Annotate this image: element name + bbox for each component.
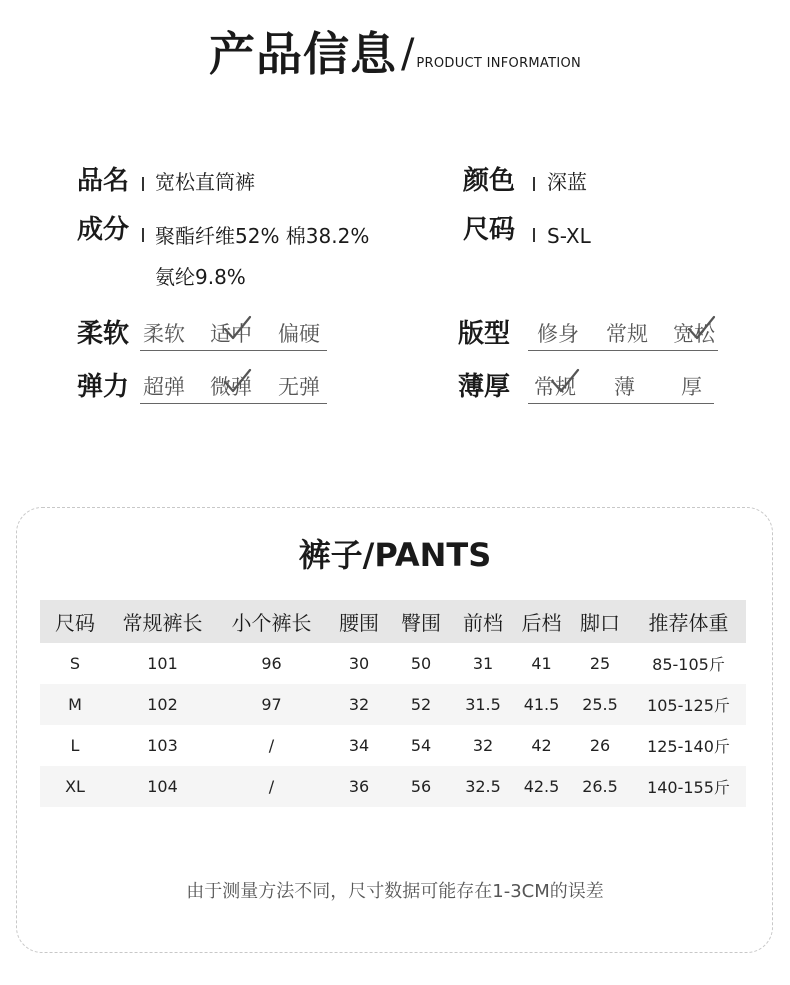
elasticity-option-super: 超弹	[143, 375, 185, 399]
table-cell: 52	[390, 684, 452, 725]
table-cell: 103	[147, 736, 178, 755]
table-cell: 36	[328, 766, 390, 807]
table-cell: XL	[40, 766, 110, 807]
composition-label: 成分	[77, 215, 130, 245]
fit-options	[528, 318, 718, 351]
column-header: 脚口	[569, 600, 631, 643]
column-header: 推荐体重	[631, 600, 746, 643]
column-header: 腰围	[328, 600, 390, 643]
table-header-row	[40, 600, 746, 643]
softness-options	[140, 318, 327, 351]
table-cell: S	[69, 654, 81, 673]
page-header	[0, 22, 790, 82]
table-cell: 54	[410, 736, 432, 755]
table-cell: M	[40, 684, 110, 725]
composition-value-line1: 聚酯纤维52% 棉38.2%	[155, 224, 370, 248]
column-header: 后档	[514, 600, 569, 643]
table-cell: 26	[589, 736, 611, 755]
column-header: 臀围	[390, 600, 452, 643]
table-cell: 32	[472, 736, 494, 755]
table-row	[40, 643, 746, 684]
size-divider	[533, 228, 535, 242]
softness-option-soft: 柔软	[143, 322, 185, 346]
name-label: 品名	[77, 166, 130, 196]
composition-value-line2: 氨纶9.8%	[155, 265, 246, 289]
color-label: 颜色	[463, 166, 516, 196]
table-cell: 140-155斤	[631, 766, 746, 807]
color-divider	[533, 177, 535, 191]
table-row	[40, 684, 746, 725]
table-cell: /	[268, 736, 275, 755]
check-icon	[686, 314, 716, 342]
table-cell: 42	[531, 736, 552, 755]
thickness-options	[528, 371, 714, 404]
elasticity-options	[140, 371, 327, 404]
measurement-note: 由于测量方法不同，尺寸数据可能存在1-3CM的误差	[186, 881, 604, 902]
elasticity-label: 弹力	[77, 372, 130, 402]
table-cell: 56	[390, 766, 452, 807]
column-header: 前档	[452, 600, 514, 643]
table-cell: 31.5	[452, 684, 514, 725]
table-cell: 104	[110, 766, 215, 807]
table-cell: 26.5	[569, 766, 631, 807]
table-cell: 125-140斤	[647, 737, 730, 756]
column-header: 尺码	[40, 600, 110, 643]
color-value: 深蓝	[547, 170, 587, 194]
table-cell: 32	[328, 684, 390, 725]
check-icon	[222, 367, 252, 395]
table-cell: 41.5	[514, 684, 569, 725]
table-cell: 96	[261, 654, 282, 673]
fit-option-loose: 宽松	[673, 322, 715, 346]
table-cell: 101	[147, 654, 178, 673]
table-cell: 105-125斤	[631, 684, 746, 725]
title-separator: /	[400, 31, 415, 77]
name-value: 宽松直筒裤	[155, 170, 255, 194]
softness-option-medium: 适中	[210, 322, 252, 346]
table-cell: 97	[215, 684, 328, 725]
table-cell: 42.5	[514, 766, 569, 807]
thickness-option-thin: 薄	[614, 375, 635, 399]
thickness-option-thick: 厚	[681, 375, 702, 399]
page-title: 产品信息	[208, 27, 397, 81]
page-subtitle: PRODUCT INFORMATION	[416, 56, 582, 71]
check-icon	[550, 367, 580, 395]
elasticity-option-slight: 微弹	[210, 375, 252, 399]
table-cell: 25.5	[569, 684, 631, 725]
table-cell: 50	[410, 654, 432, 673]
softness-option-hard: 偏硬	[278, 322, 320, 346]
table-row	[40, 766, 746, 807]
table-row	[40, 725, 746, 766]
name-divider	[142, 177, 144, 191]
fit-option-slim: 修身	[537, 322, 579, 346]
column-header: 小个裤长	[215, 600, 328, 643]
table-cell: 41	[531, 654, 552, 673]
softness-label: 柔软	[77, 319, 130, 349]
table-cell: 25	[589, 654, 611, 673]
size-label: 尺码	[463, 215, 516, 245]
fit-option-regular: 常规	[606, 322, 648, 346]
table-cell: 32.5	[452, 766, 514, 807]
table-cell: 31	[472, 654, 494, 673]
size-table	[40, 600, 746, 807]
table-cell: 102	[110, 684, 215, 725]
thickness-label: 薄厚	[458, 372, 511, 402]
check-icon	[222, 314, 252, 342]
size-chart-title: 裤子/PANTS	[298, 536, 492, 574]
fit-label: 版型	[458, 319, 511, 349]
composition-divider	[142, 228, 144, 242]
table-cell: /	[215, 766, 328, 807]
table-cell: 30	[348, 654, 370, 673]
column-header: 常规裤长	[110, 600, 215, 643]
size-value: S-XL	[547, 224, 591, 248]
thickness-option-regular: 常规	[534, 375, 576, 399]
table-cell: L	[70, 736, 80, 755]
elasticity-option-none: 无弹	[278, 375, 320, 399]
table-cell: 34	[348, 736, 370, 755]
table-cell: 85-105斤	[652, 655, 725, 674]
